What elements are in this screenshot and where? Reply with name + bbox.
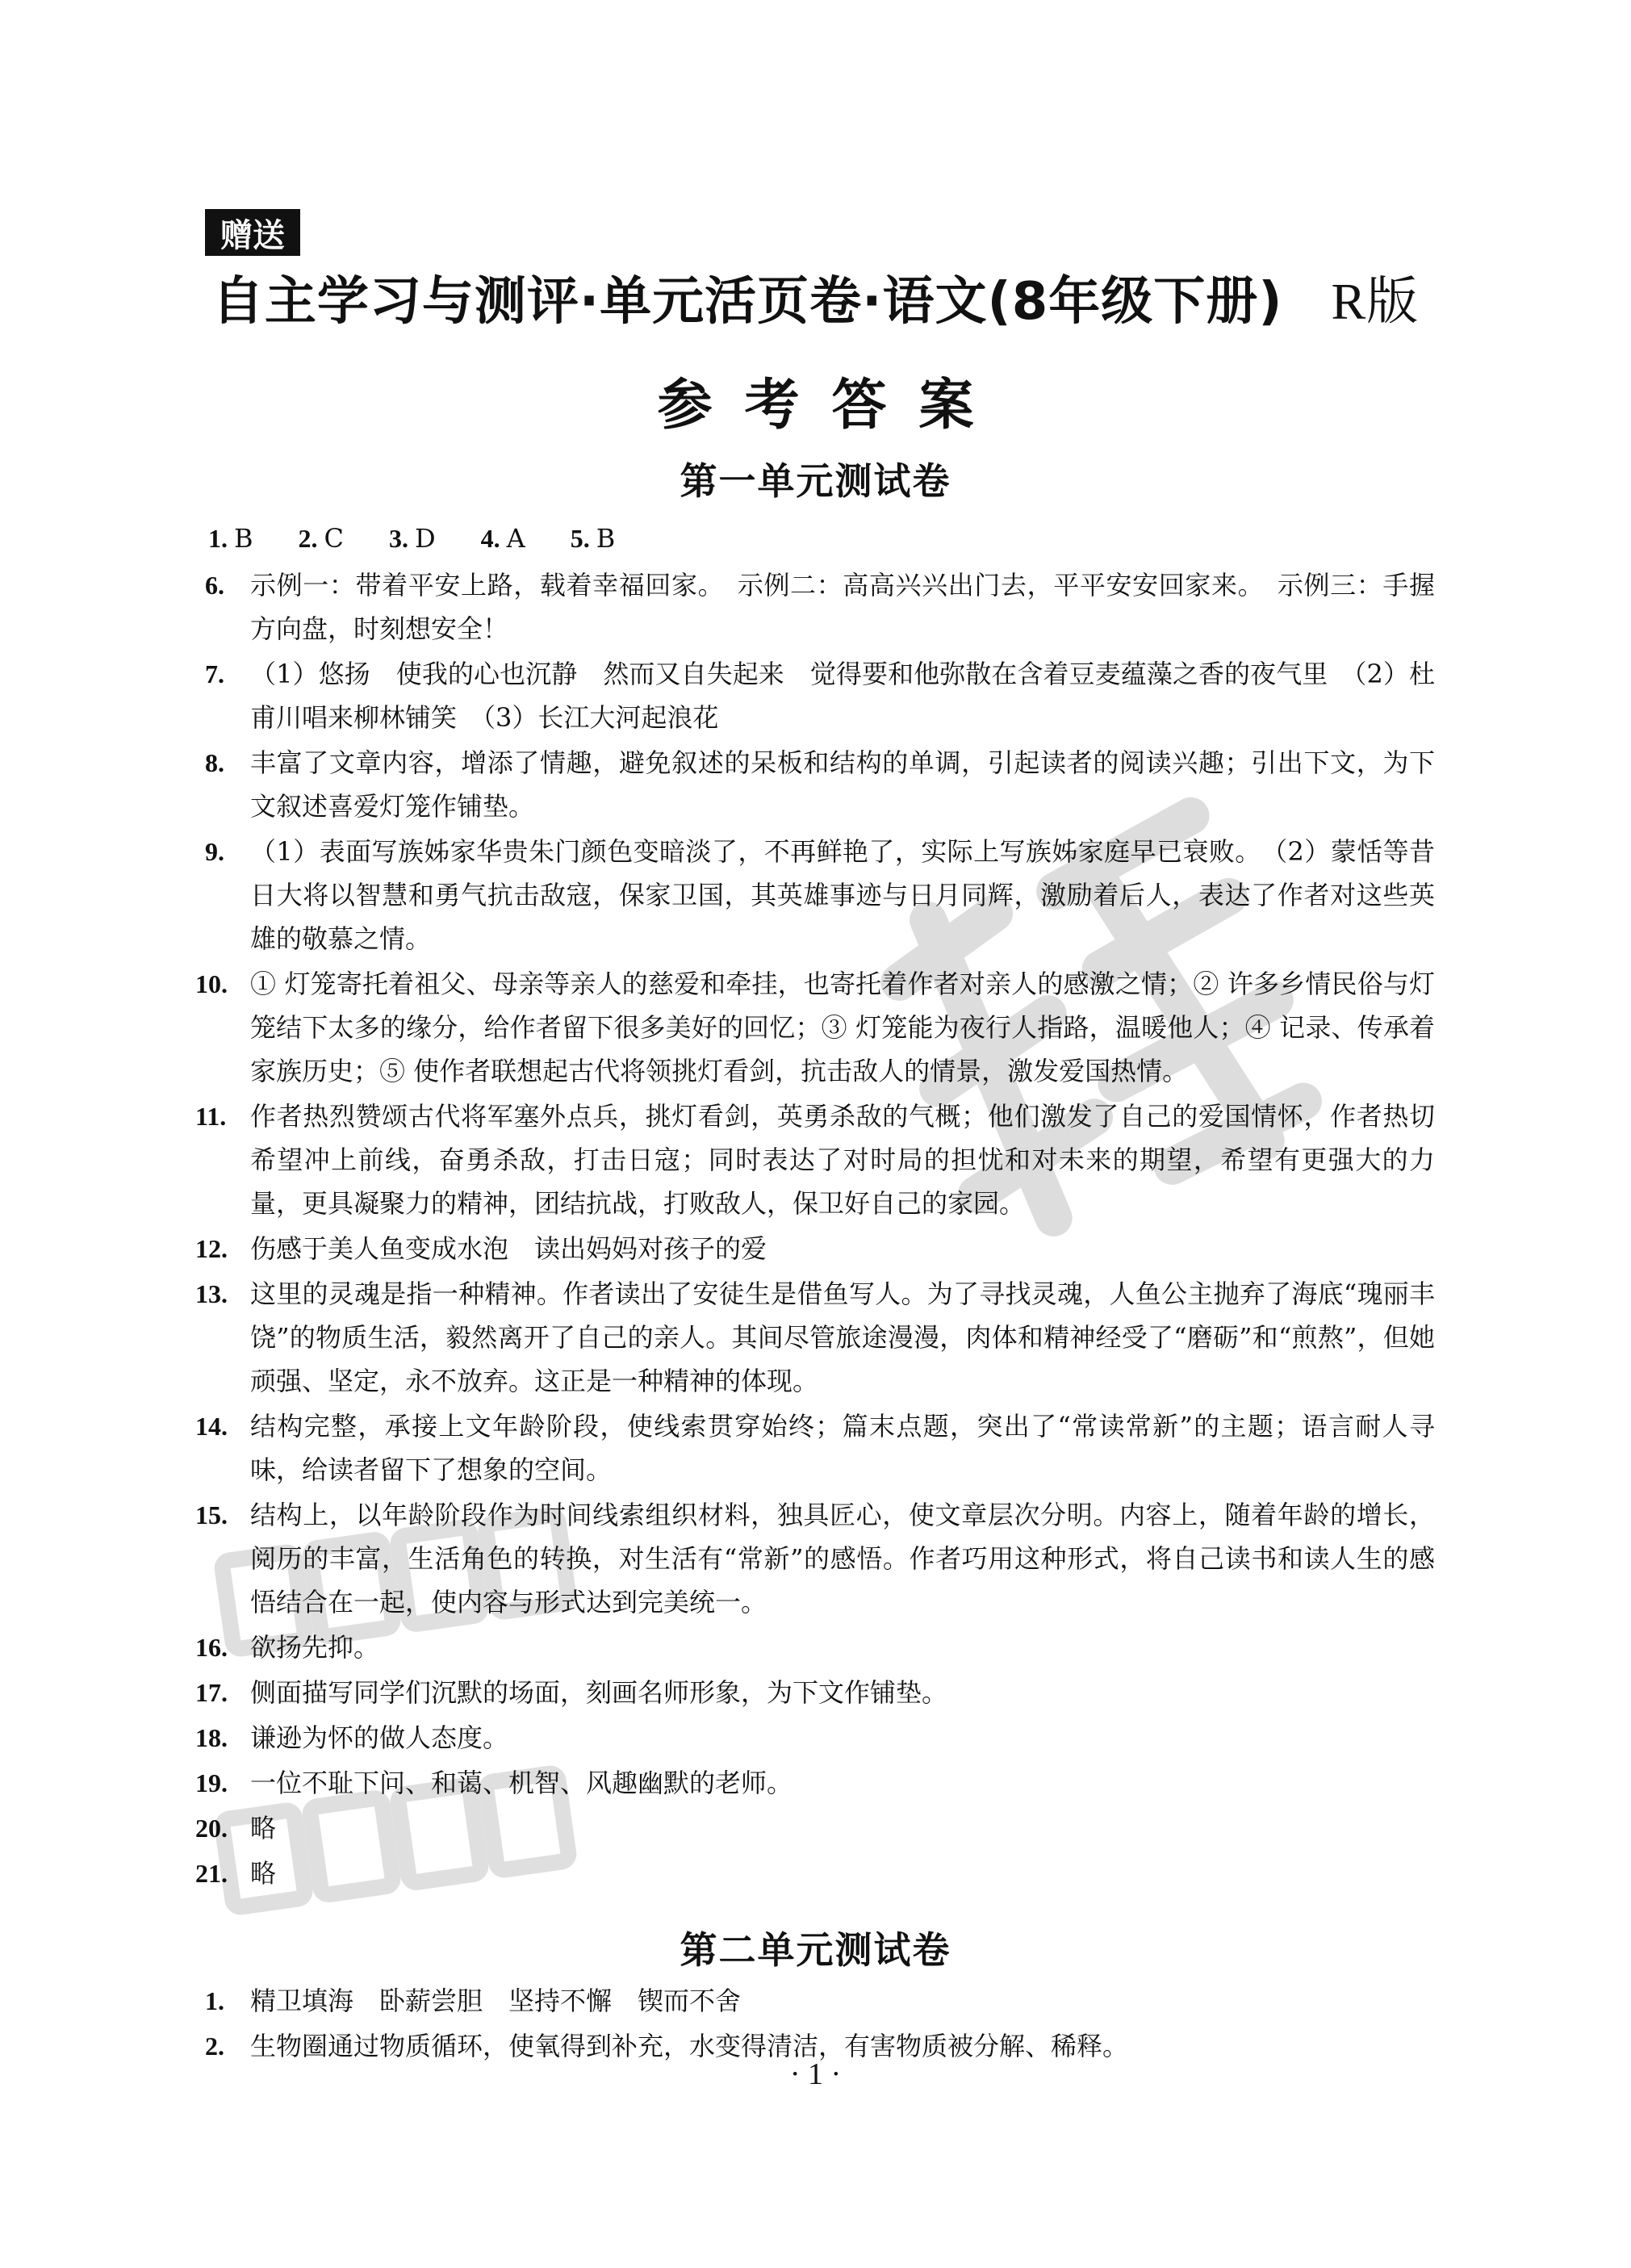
mc-choice: C (324, 523, 344, 554)
answer-text: 略 (250, 1813, 277, 1843)
answer-item (195, 1671, 1435, 1714)
answer-number: 1. (205, 1986, 224, 2015)
answer-item (205, 652, 1435, 739)
answer-text: （1）悠扬 使我的心也沉静 然而又自失起来 觉得要和他弥散在含着豆麦蕴藻之香的夜气里 （2）杜甫川唱来柳林铺笑 （3）长江大河起浪花 (250, 659, 1435, 733)
answer-item (195, 1227, 1435, 1270)
answer-item (205, 1979, 1435, 2023)
answer-text: 一位不耻下问、和蔼、机智、风趣幽默的老师。 (250, 1768, 793, 1798)
answer-text: 谦逊为怀的做人态度。 (250, 1722, 509, 1753)
answer-text: 结构完整，承接上文年龄阶段，使线索贯穿始终；篇末点题，突出了“常读常新”的主题；语言耐人寻味，给读者留下了想象的空间。 (250, 1411, 1435, 1485)
answer-number: 9. (205, 837, 224, 866)
answer-text: 结构上，以年龄阶段作为时间线索组织材料，独具匠心，使文章层次分明。内容上，随着年龄的增长，阅历的丰富，生活角色的转换，对生活有“常新”的感悟。作者巧用这种形式，将自己读书和读人生的感悟结合在一起，使内容与形式达到完美统一。 (250, 1500, 1435, 1617)
mc-choice: D (415, 523, 436, 554)
main-title (0, 260, 1631, 334)
mc-answer (571, 517, 616, 560)
mc-choice: B (596, 523, 616, 554)
answer-text: 丰富了文章内容，增添了情趣，避免叙述的呆板和结构的单调，引起读者的阅读兴趣；引出下文，为下文叙述喜爱灯笼作铺垫。 (250, 747, 1435, 822)
answer-number: 10. (195, 969, 228, 998)
answer-number: 13. (195, 1279, 228, 1308)
answer-number: 12. (195, 1234, 228, 1263)
page-number: · 1 · (789, 2057, 842, 2091)
mc-answer (389, 517, 436, 560)
answer-number: 17. (195, 1678, 228, 1707)
answer-item (195, 1272, 1435, 1403)
answer-number: 15. (195, 1500, 228, 1529)
mc-choice: B (234, 523, 253, 554)
answer-text: 欲扬先抑。 (250, 1632, 380, 1663)
edition-label: R版 (1331, 273, 1420, 330)
mc-answer (208, 517, 253, 560)
answer-text: 伤感于美人鱼变成水泡 读出妈妈对孩子的爱 (250, 1233, 767, 1264)
answer-number: 8. (205, 748, 224, 777)
gift-label: 赠送 (205, 209, 300, 256)
answer-item (195, 1094, 1435, 1225)
answer-text: 作者热烈赞颂古代将军塞外点兵，挑灯看剑，英勇杀敌的气概；他们激发了自己的爱国情怀，作者热切希望冲上前线，奋勇杀敌，打击日寇；同时表达了对时局的担忧和对未来的期望，希望有更强大的力量，更具凝聚力的精神，团结抗战，打败敌人，保卫好自己的家园。 (250, 1101, 1435, 1219)
answer-item (195, 962, 1435, 1093)
answer-number: 21. (195, 1859, 228, 1888)
mc-number: 4. (480, 524, 500, 553)
answer-item (195, 1761, 1435, 1805)
section2-title: 第二单元测试卷 (680, 1928, 951, 1972)
answer-item (195, 1716, 1435, 1760)
answer-number: 20. (195, 1814, 228, 1843)
mc-answer (481, 517, 525, 560)
mc-number: 2. (298, 524, 318, 553)
mc-choice: A (506, 523, 525, 554)
mc-answer (299, 517, 344, 560)
answer-text: 示例一：带着平安上路，载着幸福回家。 示例二：高高兴兴出门去，平平安安回家来。 示例三：手握方向盘，时刻想安全！ (250, 570, 1435, 644)
answer-number: 6. (205, 571, 224, 600)
section1-title: 第一单元测试卷 (680, 459, 951, 503)
answer-text: （1）表面写族姊家华贵朱门颜色变暗淡了，不再鲜艳了，实际上写族姊家庭早已衰败。 （2）蒙恬等昔日大将以智慧和勇气抗击敌寇，保家卫国，其英雄事迹与日月同辉，激励着后人，表达了作者对这些英雄的敬慕之情。 (250, 836, 1435, 954)
sub-title: 参考答案 (657, 374, 1006, 437)
answer-item (195, 1852, 1435, 1895)
answer-item (205, 563, 1435, 651)
answer-text: ① 灯笼寄托着祖父、母亲等亲人的慈爱和牵挂，也寄托着作者对亲人的感激之情；② 许多乡情民俗与灯笼结下太多的缘分，给作者留下很多美好的回忆；③ 灯笼能为夜行人指路，温暖他人；④ 记录、传承着家族历史；⑤ 使作者联想起古代将领挑灯看剑，抗击敌人的情景，激发爱国热情。 (250, 969, 1435, 1086)
answer-text: 侧面描写同学们沉默的场面，刻画名师形象，为下文作铺垫。 (250, 1677, 948, 1708)
answer-number: 11. (195, 1102, 227, 1131)
answer-number: 2. (205, 2032, 224, 2061)
mc-answers-row (208, 517, 615, 560)
answer-number: 16. (195, 1633, 228, 1662)
answer-number: 18. (195, 1723, 228, 1752)
answer-text: 生物圈通过物质循环，使氧得到补充，水变得清洁，有害物质被分解、稀释。 (250, 2031, 1129, 2061)
answer-text: 略 (250, 1858, 277, 1889)
mc-number: 3. (389, 524, 408, 553)
answer-number: 19. (195, 1768, 228, 1797)
answer-item (195, 1806, 1435, 1850)
section1-answer-list (195, 563, 1435, 1897)
answer-item (195, 1404, 1435, 1492)
mc-number: 5. (570, 524, 590, 553)
answer-item (205, 741, 1435, 828)
book-title: 自主学习与测评·单元活页卷·语文(8年级下册) (211, 272, 1283, 332)
answer-item (195, 1626, 1435, 1669)
answer-text: 精卫填海 卧薪尝胆 坚持不懈 锲而不舍 (250, 1986, 742, 2016)
mc-number: 1. (208, 524, 228, 553)
answer-text: 这里的灵魂是指一种精神。作者读出了安徒生是借鱼写人。为了寻找灵魂，人鱼公主抛弃了海底“瑰丽丰饶”的物质生活，毅然离开了自己的亲人。其间尽管旅途漫漫，肉体和精神经受了“磨砺”和“煎熬”，但她顽强、坚定，永不放弃。这正是一种精神的体现。 (250, 1278, 1435, 1396)
answer-number: 14. (195, 1412, 228, 1441)
answer-number: 7. (205, 659, 224, 688)
answer-item (205, 830, 1435, 960)
answer-item (195, 1493, 1435, 1624)
